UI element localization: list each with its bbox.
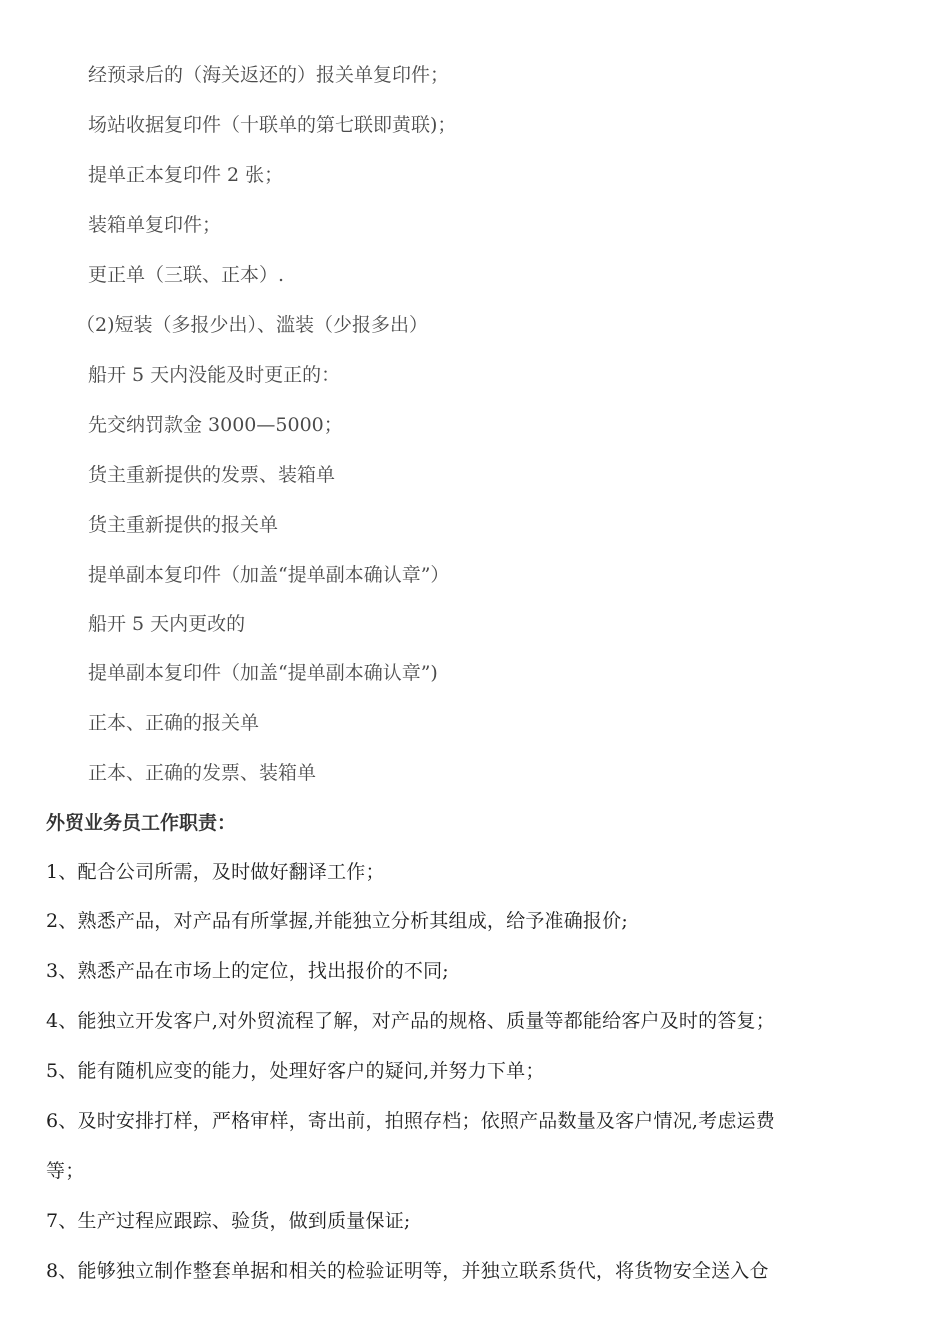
duty-item-5: 5、能有随机应变的能力，处理好客户的疑问,并努力下单； <box>46 1060 545 1082</box>
doc-line-9: 货主重新提供的发票、装箱单 <box>88 464 336 486</box>
doc-line-4: 装箱单复印件； <box>88 214 222 236</box>
doc-line-11: 提单副本复印件（加盖“提单副本确认章”） <box>88 564 450 586</box>
doc-line-15: 正本、正确的发票、装箱单 <box>88 762 317 784</box>
duty-item-4: 4、能独立开发客户,对外贸流程了解，对产品的规格、质量等都能给客户及时的答复； <box>46 1010 775 1032</box>
duty-item-1: 1、配合公司所需，及时做好翻译工作； <box>46 861 385 883</box>
duty-item-8: 8、能够独立制作整套单据和相关的检验证明等，并独立联系货代，将货物安全送入仓 <box>46 1260 769 1282</box>
doc-line-14: 正本、正确的报关单 <box>88 712 260 734</box>
duty-item-7: 7、生产过程应跟踪、验货，做到质量保证; <box>46 1210 411 1232</box>
doc-line-12: 船开 5 天内更改的 <box>88 613 246 635</box>
doc-line-5: 更正单（三联、正本）. <box>88 264 285 286</box>
doc-line-3: 提单正本复印件 2 张； <box>88 164 284 186</box>
duty-item-6: 6、及时安排打样，严格审样，寄出前，拍照存档；依照产品数量及客户情况,考虑运费 <box>46 1110 775 1132</box>
doc-line-1: 经预录后的（海关返还的）报关单复印件； <box>88 64 450 86</box>
doc-line-7: 船开 5 天内没能及时更正的： <box>88 364 341 386</box>
doc-line-13: 提单副本复印件（加盖“提单副本确认章”) <box>88 662 438 684</box>
section-heading: 外贸业务员工作职责： <box>46 812 237 834</box>
doc-line-2: 场站收据复印件（十联单的第七联即黄联)； <box>88 114 457 136</box>
doc-line-6: （2)短装（多报少出）、滥装（少报多出） <box>76 314 429 336</box>
duty-item-6-continued: 等； <box>46 1160 85 1182</box>
duty-item-2: 2、熟悉产品，对产品有所掌握,并能独立分析其组成，给予准确报价; <box>46 910 628 932</box>
doc-line-8: 先交纳罚款金 3000—5000； <box>88 414 343 436</box>
duty-item-3: 3、熟悉产品在市场上的定位，找出报价的不同; <box>46 960 449 982</box>
doc-line-10: 货主重新提供的报关单 <box>88 514 279 536</box>
